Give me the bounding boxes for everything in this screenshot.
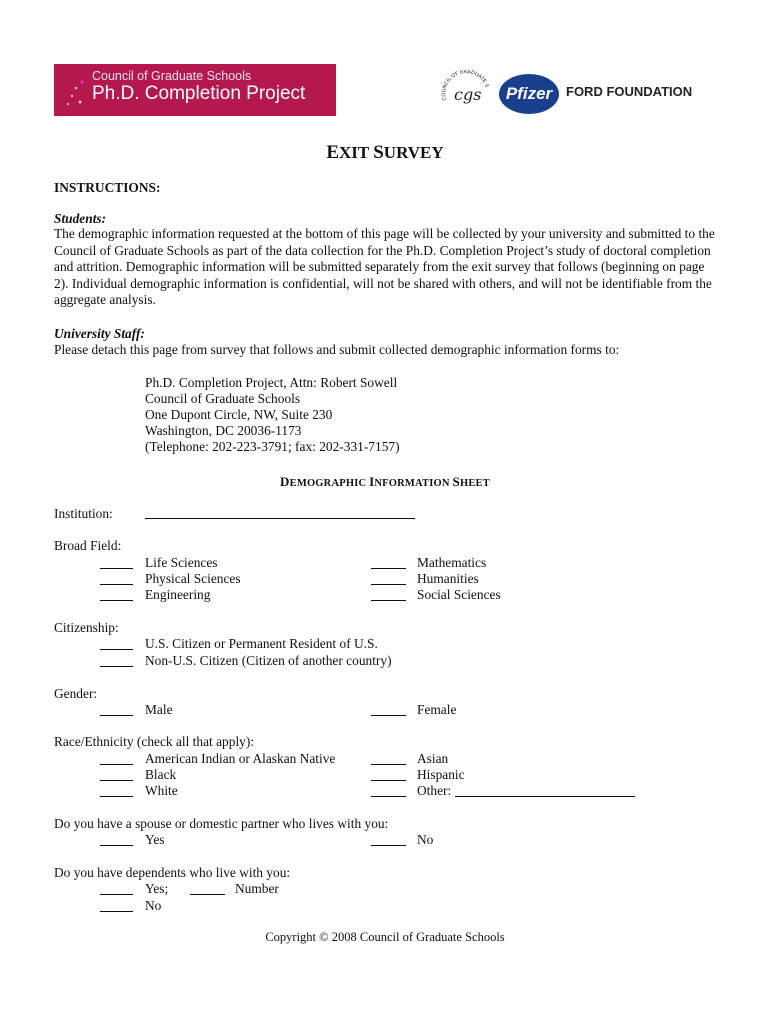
- cgs-phd-completion-logo: [54, 64, 336, 116]
- life-sciences-blank[interactable]: [100, 557, 133, 569]
- cgs-logo-line1: Council of Graduate Schools: [92, 69, 252, 83]
- dependents-yes-option: Yes;: [145, 881, 169, 896]
- male-option: Male: [145, 702, 173, 717]
- social-sciences-blank[interactable]: [371, 589, 406, 601]
- institution-field[interactable]: [145, 507, 415, 519]
- physical-sciences-option: Physical Sciences: [145, 571, 241, 586]
- spouse-no-option: No: [417, 832, 434, 847]
- seal-ring-text: COUNCIL OF GRADUATE S: [441, 70, 490, 101]
- hispanic-blank[interactable]: [371, 769, 406, 781]
- dependents-no-blank[interactable]: [100, 900, 133, 912]
- address-line: Washington, DC 20036-1173: [145, 423, 302, 438]
- other-specify-field[interactable]: [455, 785, 635, 797]
- mathematics-blank[interactable]: [371, 557, 406, 569]
- address-line: Ph.D. Completion Project, Attn: Robert Sowell: [145, 375, 398, 390]
- american-indian-option: American Indian or Alaskan Native: [145, 751, 336, 766]
- social-sciences-option: Social Sciences: [417, 587, 501, 602]
- race-ethnicity-label: Race/Ethnicity (check all that apply):: [54, 734, 255, 749]
- humanities-option: Humanities: [417, 571, 479, 586]
- address-line: (Telephone: 202-223-3791; fax: 202-331-7157): [145, 439, 400, 454]
- mathematics-option: Mathematics: [417, 555, 487, 570]
- male-blank[interactable]: [100, 704, 133, 716]
- hispanic-option: Hispanic: [417, 767, 465, 782]
- pfizer-logo-text: Pfizer: [505, 84, 553, 103]
- white-blank[interactable]: [100, 785, 133, 797]
- spouse-yes-blank[interactable]: [100, 834, 133, 846]
- us-citizen-blank[interactable]: [100, 638, 133, 650]
- gender-label: Gender:: [54, 686, 98, 701]
- american-indian-blank[interactable]: [100, 753, 133, 765]
- demographic-sheet-title: DEMOGRAPHIC INFORMATION SHEET: [280, 474, 490, 489]
- seal-monogram: cgs: [454, 85, 482, 104]
- non-us-citizen-blank[interactable]: [100, 655, 133, 667]
- life-sciences-option: Life Sciences: [145, 555, 218, 570]
- instructions-heading: INSTRUCTIONS:: [54, 180, 161, 195]
- address-line: One Dupont Circle, NW, Suite 230: [145, 407, 333, 422]
- staff-heading: University Staff:: [54, 326, 145, 341]
- students-paragraph: The demographic information requested at the bottom of this page will be collected by your university and submitted to the Council of Graduate Schools as part of the data collection for the Ph.D. Completion Project’s study of doctoral completion and attrition. Demographic information will be submitted separately from the exit survey that follows (beginning on page 2). Individual demographic information is confidential, will not be shared with others, and will not be identifiable from the aggregate analysis.: [54, 226, 715, 307]
- female-blank[interactable]: [371, 704, 406, 716]
- spouse-no-blank[interactable]: [371, 834, 406, 846]
- spouse-question: Do you have a spouse or domestic partner who lives with you:: [54, 816, 389, 831]
- engineering-option: Engineering: [145, 587, 211, 602]
- non-us-citizen-option: Non-U.S. Citizen (Citizen of another country): [145, 653, 392, 668]
- broad-field-label: Broad Field:: [54, 538, 122, 553]
- cgs-seal-logo: [440, 70, 492, 114]
- pfizer-logo: [499, 74, 559, 114]
- black-blank[interactable]: [100, 769, 133, 781]
- black-option: Black: [145, 767, 177, 782]
- ford-foundation-logo: FORD FOUNDATION: [566, 84, 693, 99]
- female-option: Female: [417, 702, 457, 717]
- dependents-number-label: Number: [235, 881, 279, 896]
- dependents-no-option: No: [145, 898, 162, 913]
- white-option: White: [145, 783, 178, 798]
- staff-paragraph: Please detach this page from survey that follows and submit collected demographic information forms to:: [54, 342, 620, 357]
- dependents-number-field[interactable]: [190, 883, 225, 895]
- us-citizen-option: U.S. Citizen or Permanent Resident of U.S.: [145, 636, 378, 651]
- page-title: EXIT SURVEY: [326, 142, 444, 163]
- institution-label: Institution:: [54, 506, 113, 521]
- engineering-blank[interactable]: [100, 589, 133, 601]
- spouse-yes-option: Yes: [145, 832, 165, 847]
- students-heading: Students:: [54, 211, 107, 226]
- citizenship-label: Citizenship:: [54, 620, 119, 635]
- humanities-blank[interactable]: [371, 573, 406, 585]
- address-line: Council of Graduate Schools: [145, 391, 301, 406]
- cgs-logo-line2: Ph.D. Completion Project: [92, 83, 306, 104]
- other-option: Other:: [417, 783, 452, 798]
- dependents-yes-blank[interactable]: [100, 883, 133, 895]
- dots-decoration-icon: [60, 74, 88, 110]
- physical-sciences-blank[interactable]: [100, 573, 133, 585]
- dependents-question: Do you have dependents who live with you:: [54, 865, 291, 880]
- asian-option: Asian: [417, 751, 449, 766]
- copyright-footer: Copyright © 2008 Council of Graduate Schools: [265, 930, 505, 944]
- other-blank[interactable]: [371, 785, 406, 797]
- asian-blank[interactable]: [371, 753, 406, 765]
